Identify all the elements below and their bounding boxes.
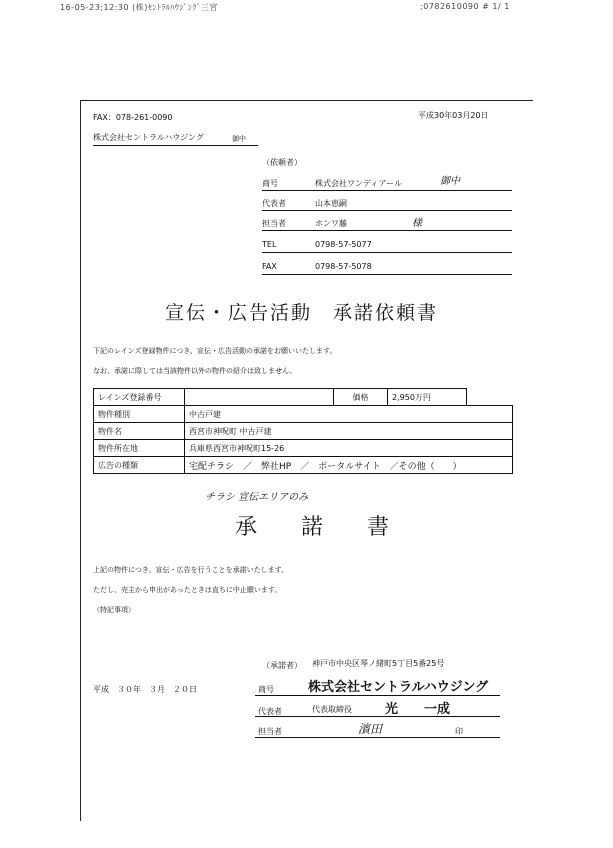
requester-fax: 0798-57-5078 [315,262,372,271]
line-2 [262,210,512,211]
table-row [94,389,513,406]
document-date: 平成30年03月20日 [418,111,489,120]
price-value: 2,950万円 [388,389,467,406]
line-5 [262,274,512,275]
approver-address: 神戸市中央区琴ノ緒町5丁目5番25号 [312,659,445,668]
requester-name-label: 商号 [262,179,278,188]
intro-line-1: 下記のレインズ登録物件につき、宣伝・広告活動の承諾をお願いいたします。 [93,347,337,355]
requester-staff-label: 担当者 [262,219,286,228]
type-label: 物件種別 [94,406,185,423]
name-label: 物件名 [94,423,185,440]
fax-header-right: ;0782610090 # 1/ 1 [420,2,510,11]
recipient-company: 株式会社セントラルハウジング [93,133,204,142]
approval-line-1: 上記の物件につき、宣伝・広告を行うことを承諾いたします。 [93,566,289,574]
requester-rep-label: 代表者 [262,199,286,208]
approval-line-3: （特記事項） [93,606,135,614]
intro-line-2: なお、承諾に際しては当該物件以外の物件の紹介は致しません。 [93,367,297,375]
approval-line-2: ただし、売主から申出があったときは直ちに中止願います。 [93,586,282,594]
approver-seal: 印 [455,727,463,736]
approver-name: 株式会社セントラルハウジング [308,680,489,695]
approver-name-label: 商号 [258,685,274,694]
reins-value [185,389,334,406]
table-row [94,406,513,423]
recipient-underline [93,145,258,146]
listing-table [93,388,513,474]
approver-rep-title: 代表取締役 [312,705,352,714]
table-cell-1 [467,389,513,406]
address-label: 物件所在地 [94,440,185,457]
line-1 [262,190,512,191]
requester-name: 株式会社ワンディアール [315,179,402,188]
line-6 [255,695,500,696]
type-value: 中古戸建 [185,406,513,423]
listing-hand-note: チラシ 宣伝エリアのみ [205,492,309,503]
table-row [94,440,513,457]
approver-staff-label: 担当者 [258,727,282,736]
approver-staff: 濱田 [358,722,383,736]
approver-rep: 光 一成 [385,702,451,717]
table-row [94,457,513,474]
line-4 [262,252,512,253]
line-3 [262,230,512,231]
name-value: 西宮市神呪町 中古戸建 [185,423,513,440]
requester-rep: 山本恵嗣 [315,199,347,208]
approver-rep-label: 代表者 [258,707,282,716]
requester-name-hand: 御中 [440,176,460,187]
requester-label: （依頼者） [262,158,302,167]
recipient-fax: FAX：078-261-0090 [93,113,173,122]
line-8 [255,737,500,738]
requester-staff-hand: 様 [412,218,422,229]
approver-date: 平成 ３０年 ３月 ２０日 [93,685,197,694]
requester-fax-label: FAX [262,262,277,271]
document-title: 宣伝・広告活動 承諾依頼書 [165,302,439,324]
table-row [94,423,513,440]
method-value: 宅配チラシ ／ 弊社HP ／ ポータルサイト ／その他（ ） [185,457,513,474]
address-value: 兵庫県西宮市神呪町15-26 [185,440,513,457]
approval-title: 承 諾 書 [235,515,390,540]
requester-staff: ホンワ藤 [315,219,347,228]
line-7 [255,716,500,717]
method-label: 広告の種類 [94,457,185,474]
reins-label: レインズ登録番号 [94,389,185,406]
approver-label: （承諾者） [262,661,302,670]
price-label: 価格 [334,389,388,406]
fax-header-left: 16-05-23;12:30 (株)ｾﾝﾄﾗﾙﾊｳｼﾞﾝｸﾞ三宮 [60,3,218,12]
recipient-honorific: 御中 [232,135,246,143]
requester-tel: 0798-57-5077 [315,240,372,249]
requester-tel-label: TEL [262,240,277,249]
